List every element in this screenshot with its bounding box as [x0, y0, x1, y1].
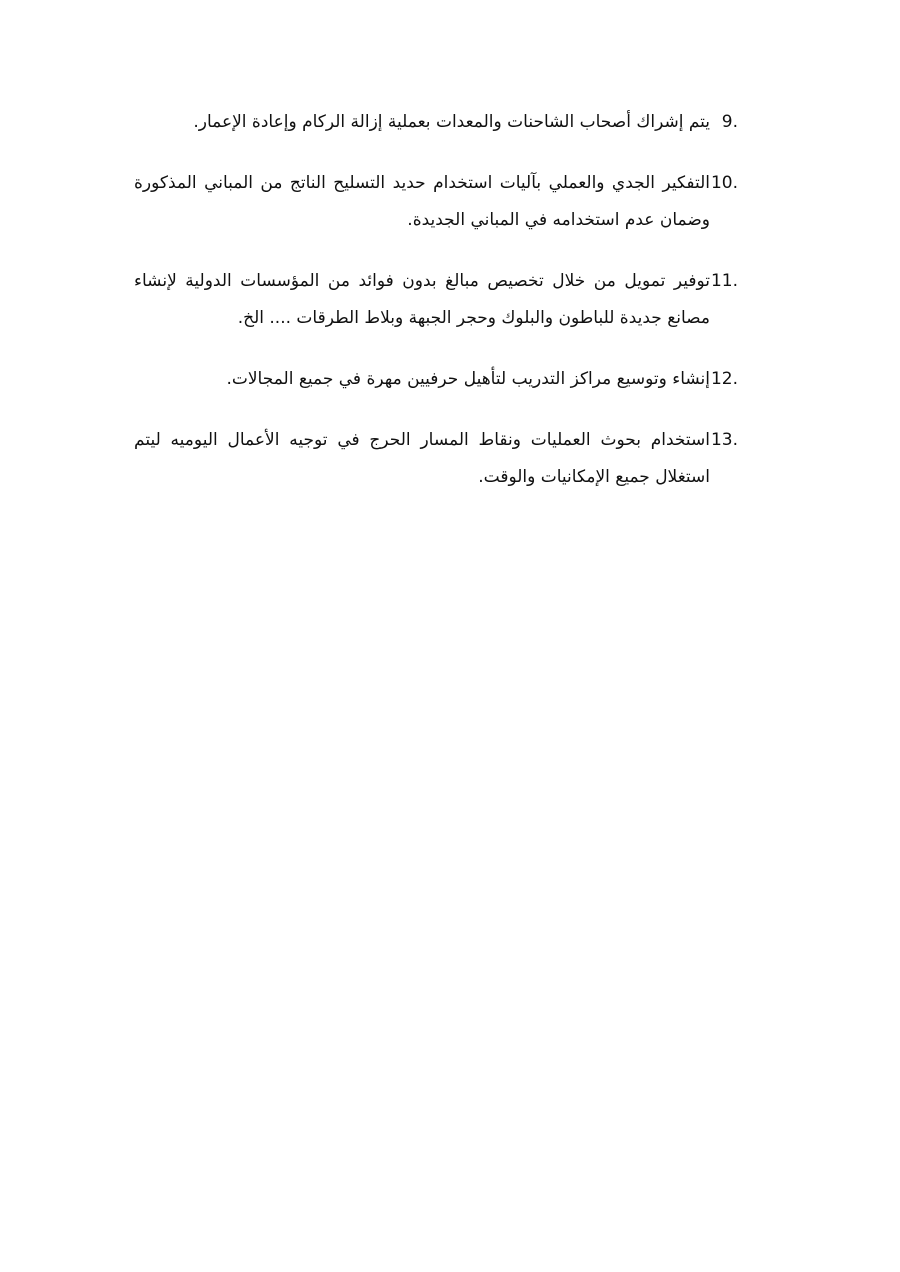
item-number: 10. [710, 173, 738, 193]
list-item [134, 422, 738, 496]
item-text: إنشاء وتوسيع مراكز التدريب لتأهيل حرفيين مهرة في جميع المجالات. [226, 369, 710, 389]
list-item [134, 165, 738, 239]
list-item [134, 263, 738, 337]
item-text: يتم إشراك أصحاب الشاحنات والمعدات بعملية إزالة الركام وإعادة الإعمار. [193, 112, 710, 132]
item-number: 9. [721, 112, 738, 132]
item-number: 13. [710, 430, 738, 450]
item-number: 12. [710, 369, 738, 389]
item-text: استخدام بحوث العمليات ونقاط المسار الحرج في توجيه الأعمال اليوميه ليتم استغلال جميع الإمكانيات والوقت. [134, 430, 710, 487]
list-item [134, 104, 738, 141]
list-item [134, 361, 738, 398]
item-text: التفكير الجدي والعملي بآليات استخدام حديد التسليح الناتج من المباني المذكورة وضمان عدم استخدامه في المباني الجديدة. [134, 173, 710, 230]
item-number: 11. [710, 271, 738, 291]
numbered-list [134, 104, 738, 520]
item-text: توفير تمويل من خلال تخصيص مبالغ بدون فوائد من المؤسسات الدولية لإنشاء مصانع جديدة للباطون والبلوك وحجر الجبهة وبلاط الطرقات .... الخ. [134, 271, 710, 328]
